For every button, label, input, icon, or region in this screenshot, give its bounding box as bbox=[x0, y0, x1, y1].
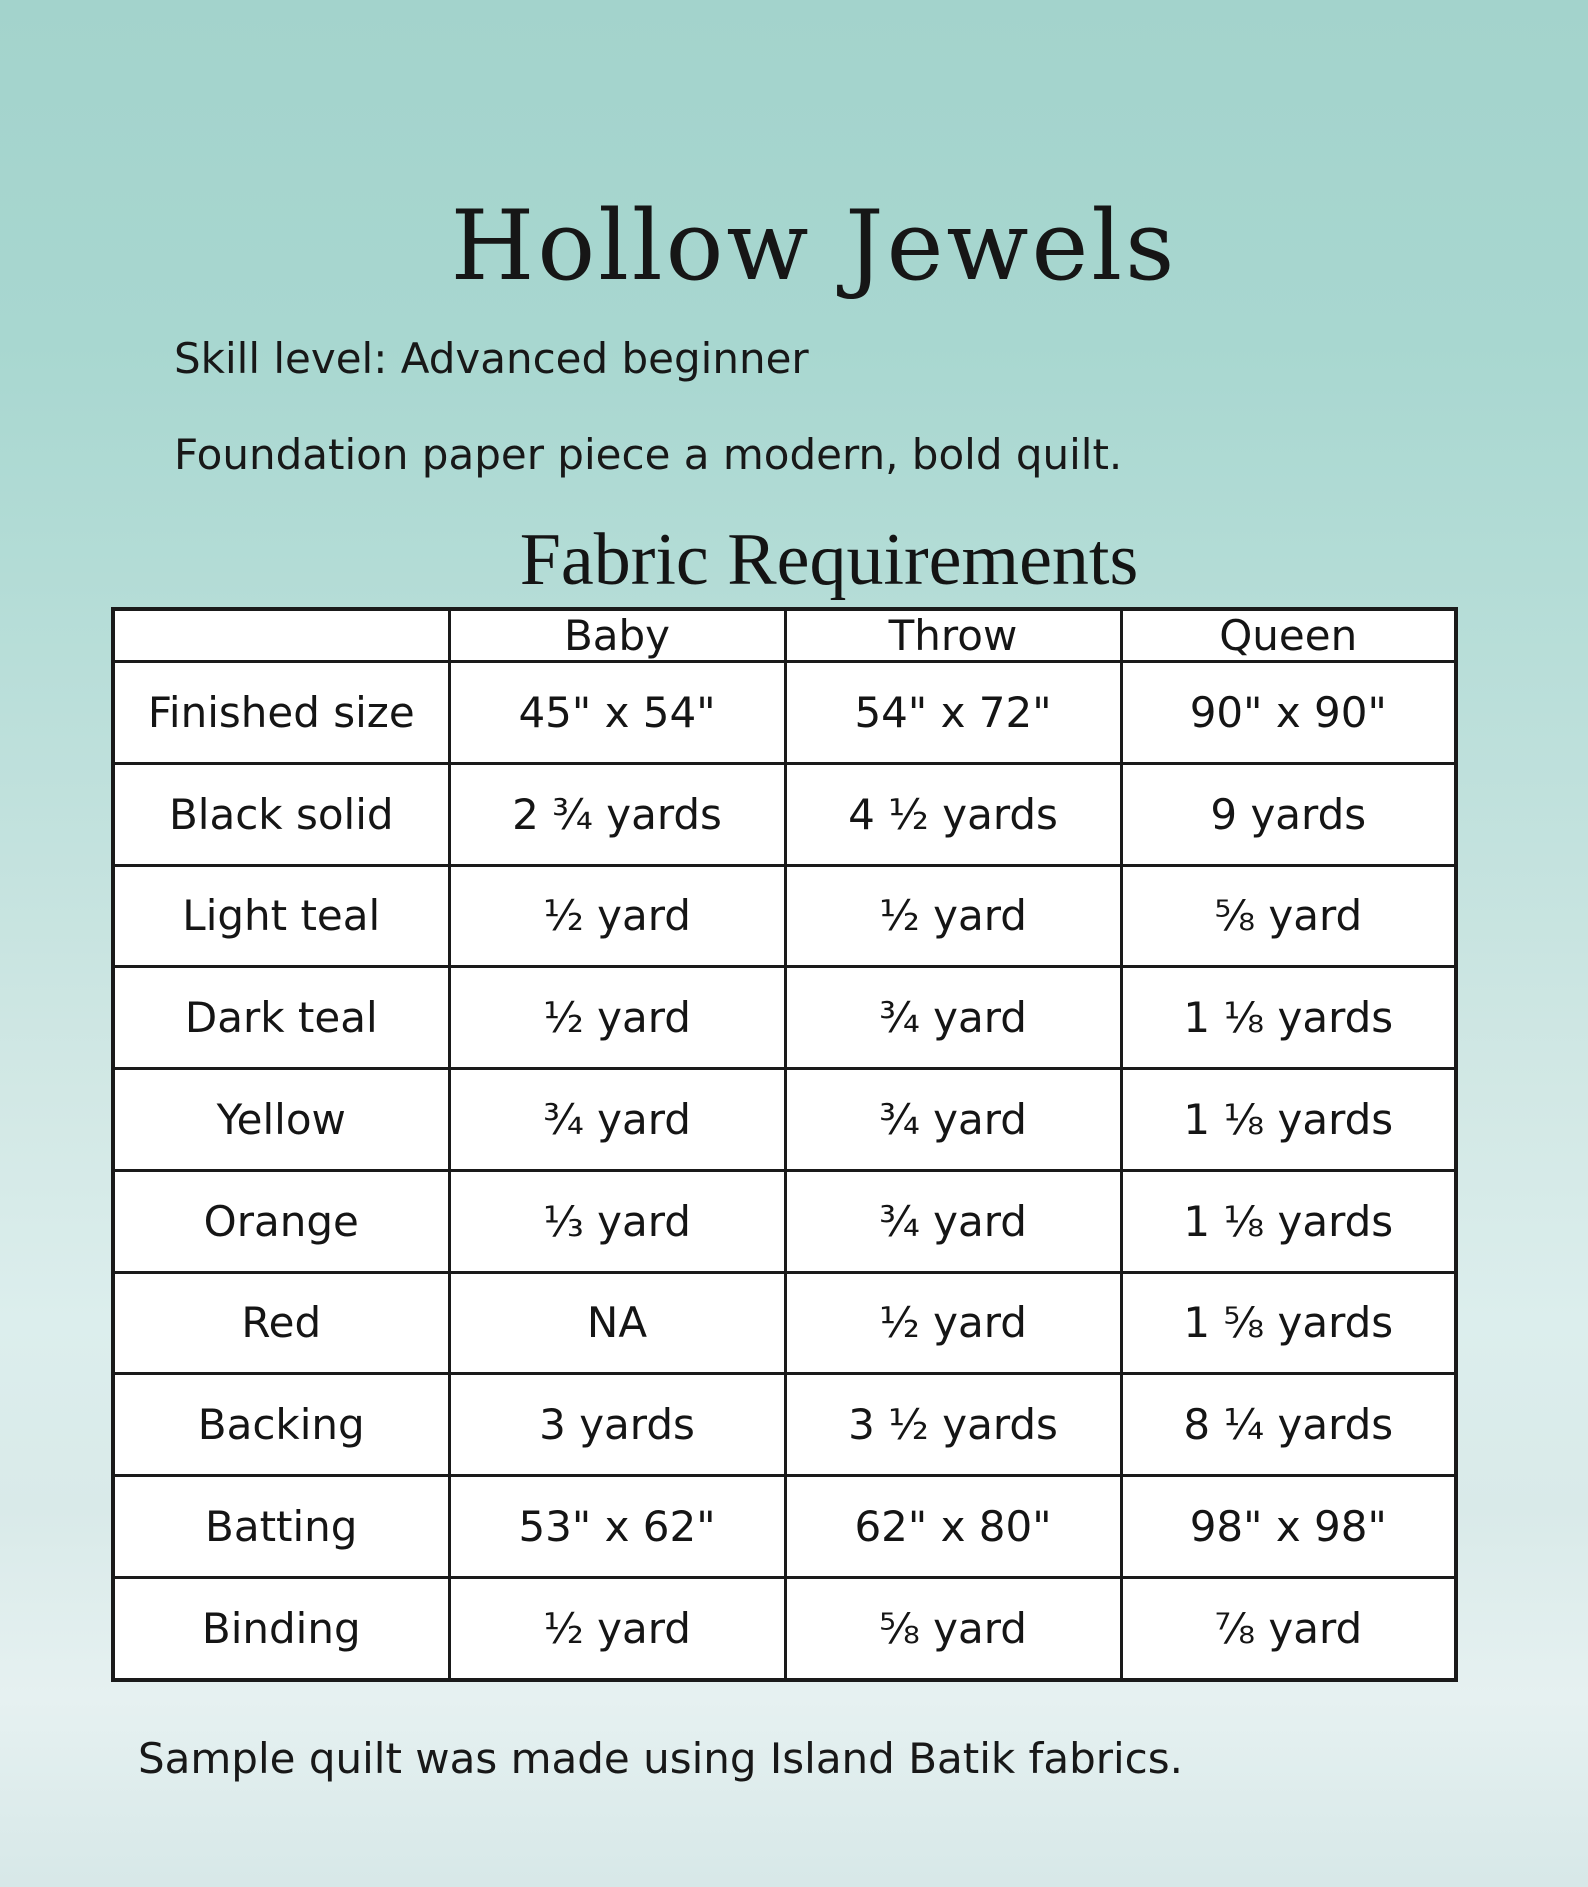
table-cell: ¾ yard bbox=[785, 1170, 1121, 1272]
table-cell: 9 yards bbox=[1121, 763, 1456, 865]
table-cell: 1 ⅛ yards bbox=[1121, 1170, 1456, 1272]
table-row bbox=[113, 1272, 1456, 1374]
table-row bbox=[113, 1476, 1456, 1578]
row-label: Yellow bbox=[113, 1069, 449, 1171]
table-cell: 1 ⅛ yards bbox=[1121, 1069, 1456, 1171]
table-cell: ⅞ yard bbox=[1121, 1577, 1456, 1680]
table-header-row bbox=[113, 609, 1456, 662]
table-cell: 8 ¼ yards bbox=[1121, 1374, 1456, 1476]
table-row bbox=[113, 1577, 1456, 1680]
table-cell: ¾ yard bbox=[449, 1069, 785, 1171]
table-cell: 62" x 80" bbox=[785, 1476, 1121, 1578]
row-label: Batting bbox=[113, 1476, 449, 1578]
table-cell: 4 ½ yards bbox=[785, 763, 1121, 865]
table-cell: 1 ⅝ yards bbox=[1121, 1272, 1456, 1374]
footer-note: Sample quilt was made using Island Batik fabrics. bbox=[138, 1734, 1183, 1783]
table-row bbox=[113, 865, 1456, 967]
table-cell: ¾ yard bbox=[785, 967, 1121, 1069]
table-cell: ⅓ yard bbox=[449, 1170, 785, 1272]
table-cell: ½ yard bbox=[785, 1272, 1121, 1374]
table-cell: 45" x 54" bbox=[449, 662, 785, 764]
row-label: Dark teal bbox=[113, 967, 449, 1069]
table-row bbox=[113, 1170, 1456, 1272]
header-cell-baby: Baby bbox=[449, 609, 785, 662]
table-row bbox=[113, 662, 1456, 764]
table-cell: 2 ¾ yards bbox=[449, 763, 785, 865]
row-label: Finished size bbox=[113, 662, 449, 764]
table-cell: ½ yard bbox=[449, 865, 785, 967]
table-cell: ½ yard bbox=[785, 865, 1121, 967]
pattern-title: Hollow Jewels bbox=[450, 190, 1178, 302]
table-cell: 3 yards bbox=[449, 1374, 785, 1476]
table-cell: 98" x 98" bbox=[1121, 1476, 1456, 1578]
table-cell: 90" x 90" bbox=[1121, 662, 1456, 764]
table-cell: NA bbox=[449, 1272, 785, 1374]
table-row bbox=[113, 1069, 1456, 1171]
table-cell: ⅝ yard bbox=[1121, 865, 1456, 967]
table-cell: 54" x 72" bbox=[785, 662, 1121, 764]
header-cell-blank bbox=[113, 609, 449, 662]
table-cell: 53" x 62" bbox=[449, 1476, 785, 1578]
header-cell-queen: Queen bbox=[1121, 609, 1456, 662]
header-cell-throw: Throw bbox=[785, 609, 1121, 662]
table-cell: 1 ⅛ yards bbox=[1121, 967, 1456, 1069]
pattern-description: Foundation paper piece a modern, bold quilt. bbox=[174, 430, 1123, 479]
table-cell: ¾ yard bbox=[785, 1069, 1121, 1171]
table-cell: ⅝ yard bbox=[785, 1577, 1121, 1680]
table-cell: 3 ½ yards bbox=[785, 1374, 1121, 1476]
skill-level: Skill level: Advanced beginner bbox=[174, 334, 809, 383]
table-row bbox=[113, 967, 1456, 1069]
row-label: Black solid bbox=[113, 763, 449, 865]
row-label: Light teal bbox=[113, 865, 449, 967]
table-cell: ½ yard bbox=[449, 967, 785, 1069]
fabric-requirements-heading: Fabric Requirements bbox=[519, 519, 1139, 601]
table-row bbox=[113, 1374, 1456, 1476]
row-label: Backing bbox=[113, 1374, 449, 1476]
table-cell: ½ yard bbox=[449, 1577, 785, 1680]
row-label: Orange bbox=[113, 1170, 449, 1272]
row-label: Red bbox=[113, 1272, 449, 1374]
fabric-requirements-table bbox=[111, 607, 1458, 1682]
row-label: Binding bbox=[113, 1577, 449, 1680]
table-row bbox=[113, 763, 1456, 865]
